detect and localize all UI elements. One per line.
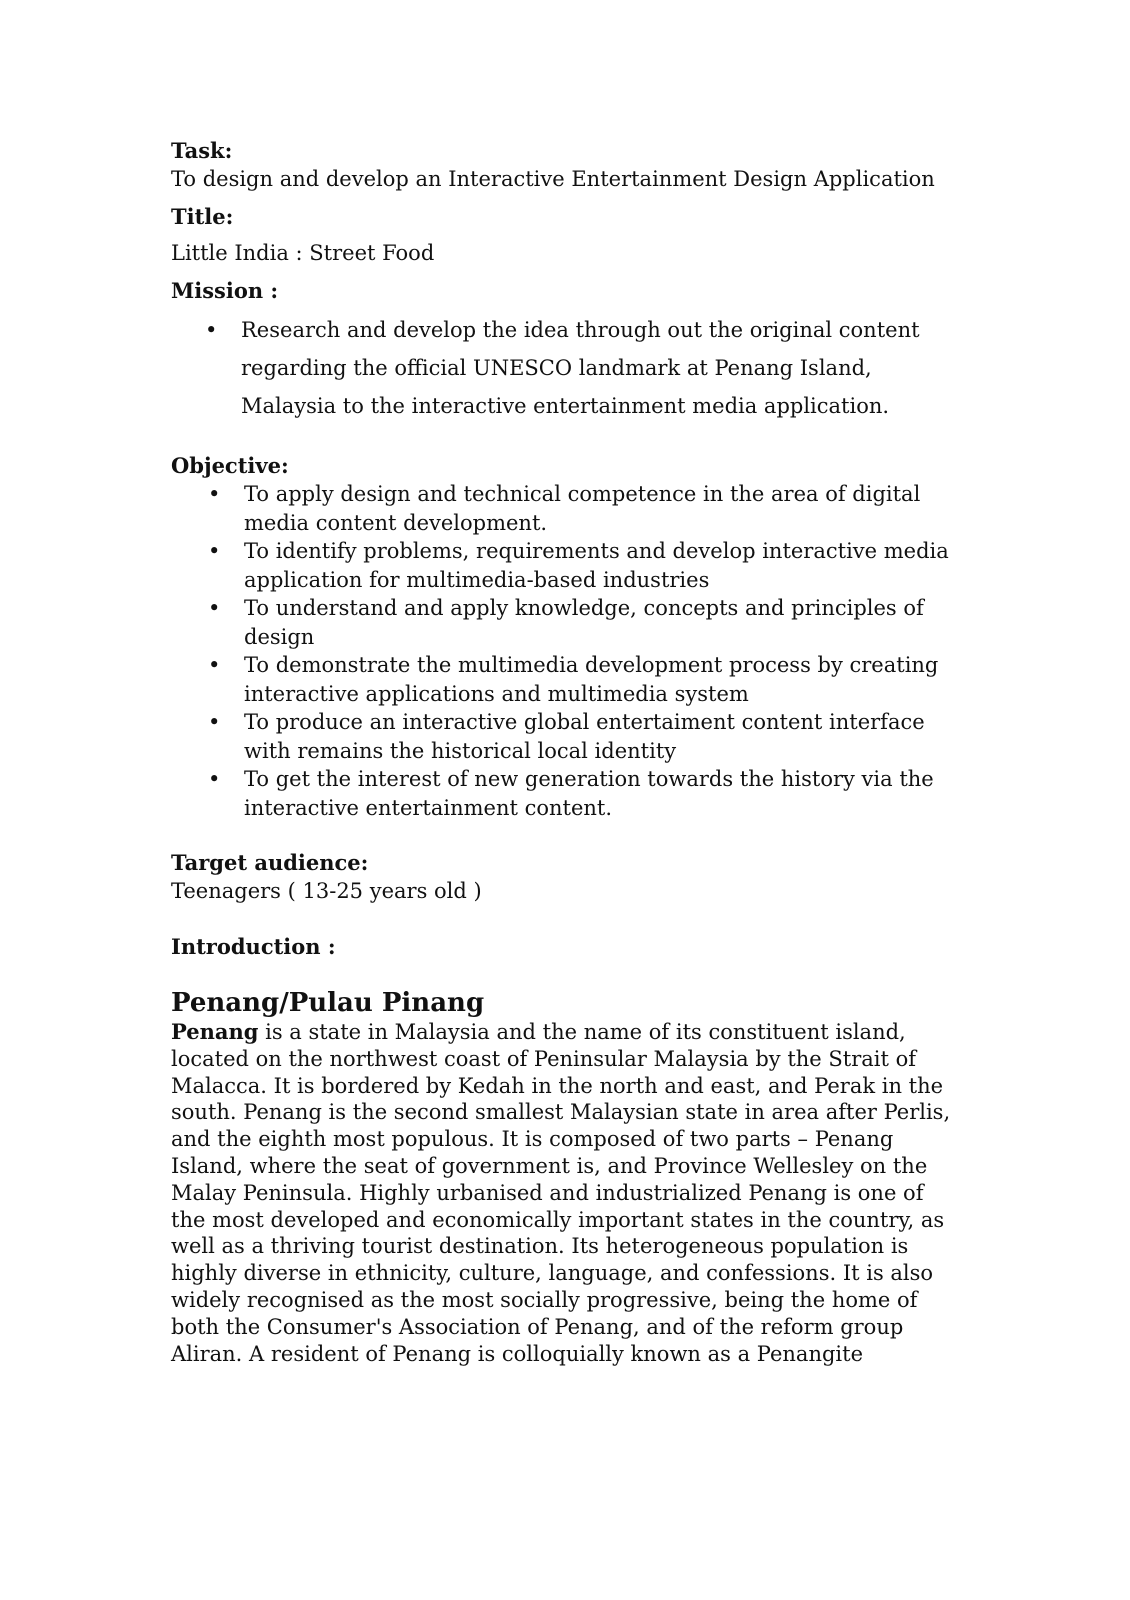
objective-item: • To apply design and technical competence in the area of digital media content development. <box>244 480 961 537</box>
objective-list <box>171 480 961 822</box>
objective-label: Objective: <box>171 453 289 478</box>
title-label: Title: <box>171 204 234 229</box>
task-text: To design and develop an Interactive Entertainment Design Application <box>171 167 935 191</box>
objective-item: • To produce an interactive global entertaiment content interface with remains the historical local identity <box>244 708 961 765</box>
introduction-heading: Penang/Pulau Pinang <box>171 988 485 1018</box>
introduction-bold-lead: Penang <box>171 1019 259 1044</box>
document-page <box>171 136 961 1367</box>
target-audience-text: Teenagers ( 13-25 years old ) <box>171 879 482 903</box>
introduction-label: Introduction : <box>171 934 336 959</box>
objective-item: • To understand and apply knowledge, concepts and principles of design <box>244 594 961 651</box>
task-label: Task: <box>171 138 233 163</box>
objective-item: • To get the interest of new generation towards the history via the interactive entertainment content. <box>244 765 961 822</box>
mission-label: Mission : <box>171 278 279 303</box>
objective-item: • To demonstrate the multimedia development process by creating interactive applications and multimedia system <box>244 651 961 708</box>
introduction-paragraph <box>171 1019 961 1367</box>
title-text: Little India : Street Food <box>171 241 435 265</box>
objective-item: • To identify problems, requirements and develop interactive media application for multimedia-based industries <box>244 537 961 594</box>
introduction-body: is a state in Malaysia and the name of its constituent island, located on the northwest coast of Peninsular Malaysia by the Strait of Malacca. It is bordered by Kedah in the north and east, and Perak in the south. Penang is the second smallest Malaysian state in area after Perlis, and the eighth most populous. It is composed of two parts – Penang Island, where the seat of government is, and Province Wellesley on the Malay Peninsula. Highly urbanised and industrialized Penang is one of the most developed and economically important states in the country, as well as a thriving tourist destination. Its heterogeneous population is highly diverse in ethnicity, culture, language, and confessions. It is also widely recognised as the most socially progressive, being the home of both the Consumer's Association of Penang, and of the reform group Aliran. A resident of Penang is colloquially known as a Penangite <box>171 1020 951 1366</box>
mission-item: • Research and develop the idea through out the original content regarding the official UNESCO landmark at Penang Island, Malaysia to the interactive entertainment media application. <box>241 311 961 425</box>
mission-list <box>171 311 961 425</box>
target-audience-label: Target audience: <box>171 850 369 875</box>
